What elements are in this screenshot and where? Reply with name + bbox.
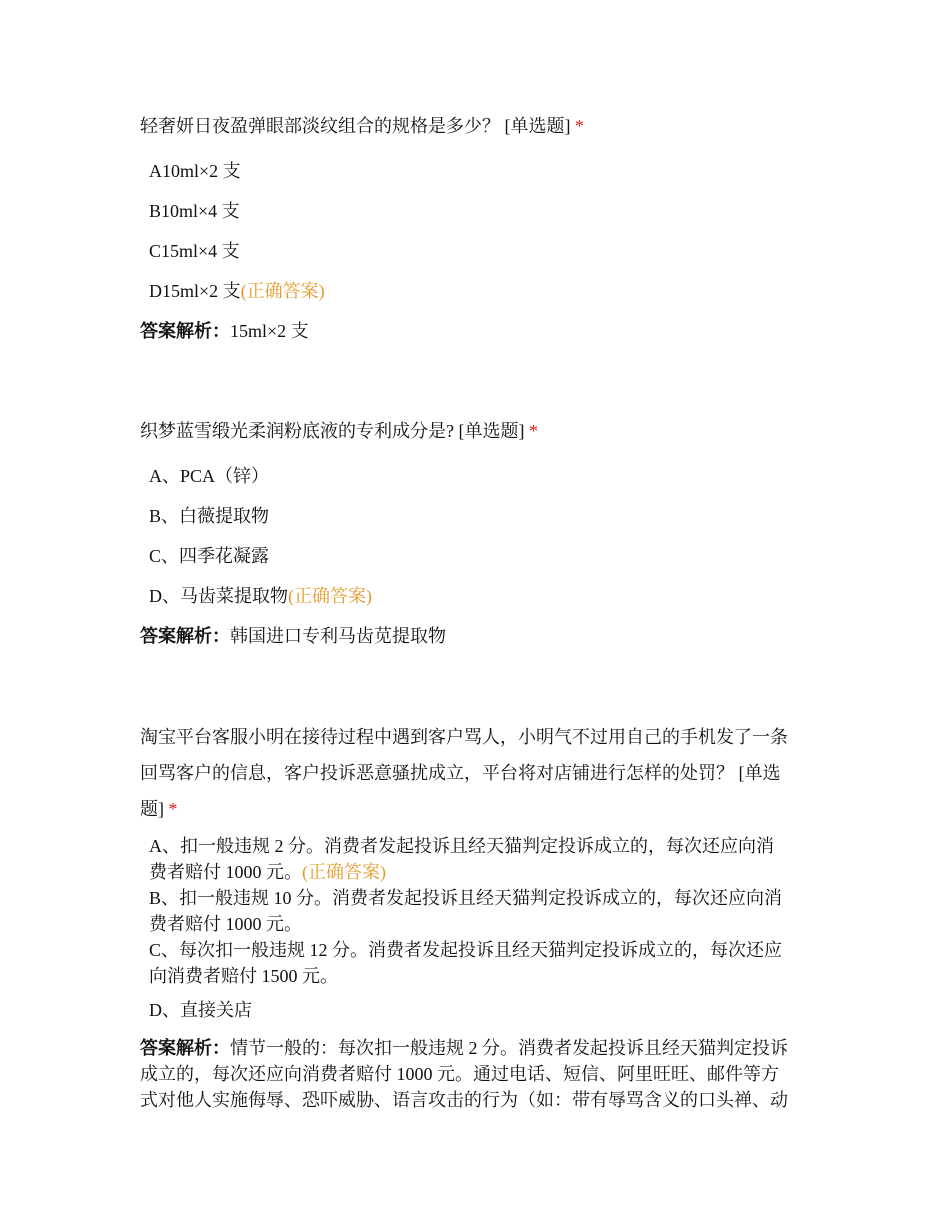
option-text: D15ml×2 支 <box>149 281 241 301</box>
option-text-line: B、扣一般违规 10 分。消费者发起投诉且经天猫判定投诉成立的，每次还应向消 <box>149 888 783 908</box>
option-b[interactable] <box>140 503 812 529</box>
option-c[interactable] <box>140 238 812 264</box>
option-text: B、白薇提取物 <box>149 506 270 526</box>
option-text-line: A、扣一般违规 2 分。消费者发起投诉且经天猫判定投诉成立的，每次还应向消 <box>149 836 774 856</box>
option-a[interactable] <box>140 463 812 489</box>
required-mark: * <box>575 116 584 136</box>
option-list <box>140 463 812 609</box>
option-b[interactable] <box>140 198 812 224</box>
option-text-line: 费者赔付 1000 元。 <box>149 914 302 934</box>
answer-analysis <box>140 1035 812 1113</box>
option-list <box>140 158 812 304</box>
option-b[interactable] <box>140 885 812 937</box>
option-text-line: D、直接关店 <box>149 1000 252 1020</box>
option-text: A、PCA（锌） <box>149 466 270 486</box>
answer-analysis <box>140 318 812 344</box>
question-2 <box>140 413 812 649</box>
question-text-line: 回骂客户的信息，客户投诉恶意骚扰成立，平台将对店铺进行怎样的处罚？ [单选 <box>140 763 781 783</box>
option-text: B10ml×4 支 <box>149 201 240 221</box>
option-text-line: 向消费者赔付 1500 元。 <box>149 966 338 986</box>
option-text-line: C、每次扣一般违规 12 分。消费者发起投诉且经天猫判定投诉成立的，每次还应 <box>149 940 783 960</box>
correct-answer-tag: (正确答案) <box>240 281 325 301</box>
required-mark: * <box>528 421 538 441</box>
option-d[interactable] <box>140 278 812 304</box>
analysis-label: 答案解析： <box>140 626 230 646</box>
option-a[interactable] <box>140 833 812 885</box>
option-list <box>140 833 812 1023</box>
option-text: C15ml×4 支 <box>149 241 240 261</box>
answer-analysis <box>140 623 812 649</box>
analysis-text-line: 式对他人实施侮辱、恐吓威胁、语言攻击的行为（如：带有辱骂含义的口头禅、动 <box>140 1090 788 1110</box>
option-c[interactable] <box>140 543 812 569</box>
analysis-text-line: 情节一般的：每次扣一般违规 2 分。消费者发起投诉且经天猫判定投诉 <box>230 1038 788 1058</box>
required-mark: * <box>168 799 178 819</box>
option-d[interactable] <box>140 583 812 609</box>
question-text-line: 题] <box>140 799 164 819</box>
question-text-line: 淘宝平台客服小明在接待过程中遇到客户骂人，小明气不过用自己的手机发了一条 <box>140 727 788 747</box>
question-3 <box>140 719 812 1113</box>
option-d[interactable] <box>140 997 812 1023</box>
question-text: 轻奢妍日夜盈弹眼部淡纹组合的规格是多少？ [单选题] <box>140 116 571 136</box>
option-c[interactable] <box>140 937 812 989</box>
question-1 <box>140 108 812 344</box>
option-text: D、马齿菜提取物 <box>149 586 288 606</box>
analysis-label: 答案解析： <box>140 1038 230 1058</box>
question-title <box>140 108 812 144</box>
question-title <box>140 413 812 449</box>
correct-answer-tag: (正确答案) <box>288 586 372 606</box>
correct-answer-tag: (正确答案) <box>302 862 386 882</box>
option-a[interactable] <box>140 158 812 184</box>
question-title <box>140 719 812 827</box>
analysis-text: 韩国进口专利马齿苋提取物 <box>230 626 446 646</box>
option-text-line: 费者赔付 1000 元。 <box>149 862 302 882</box>
question-text: 织梦蓝雪缎光柔润粉底液的专利成分是? [单选题] <box>140 421 525 441</box>
option-text: A10ml×2 支 <box>149 161 241 181</box>
option-text: C、四季花凝露 <box>149 546 270 566</box>
analysis-text: 15ml×2 支 <box>230 321 309 341</box>
analysis-text-line: 成立的，每次还应向消费者赔付 1000 元。通过电话、短信、阿里旺旺、邮件等方 <box>140 1064 779 1084</box>
analysis-label: 答案解析： <box>140 321 230 341</box>
